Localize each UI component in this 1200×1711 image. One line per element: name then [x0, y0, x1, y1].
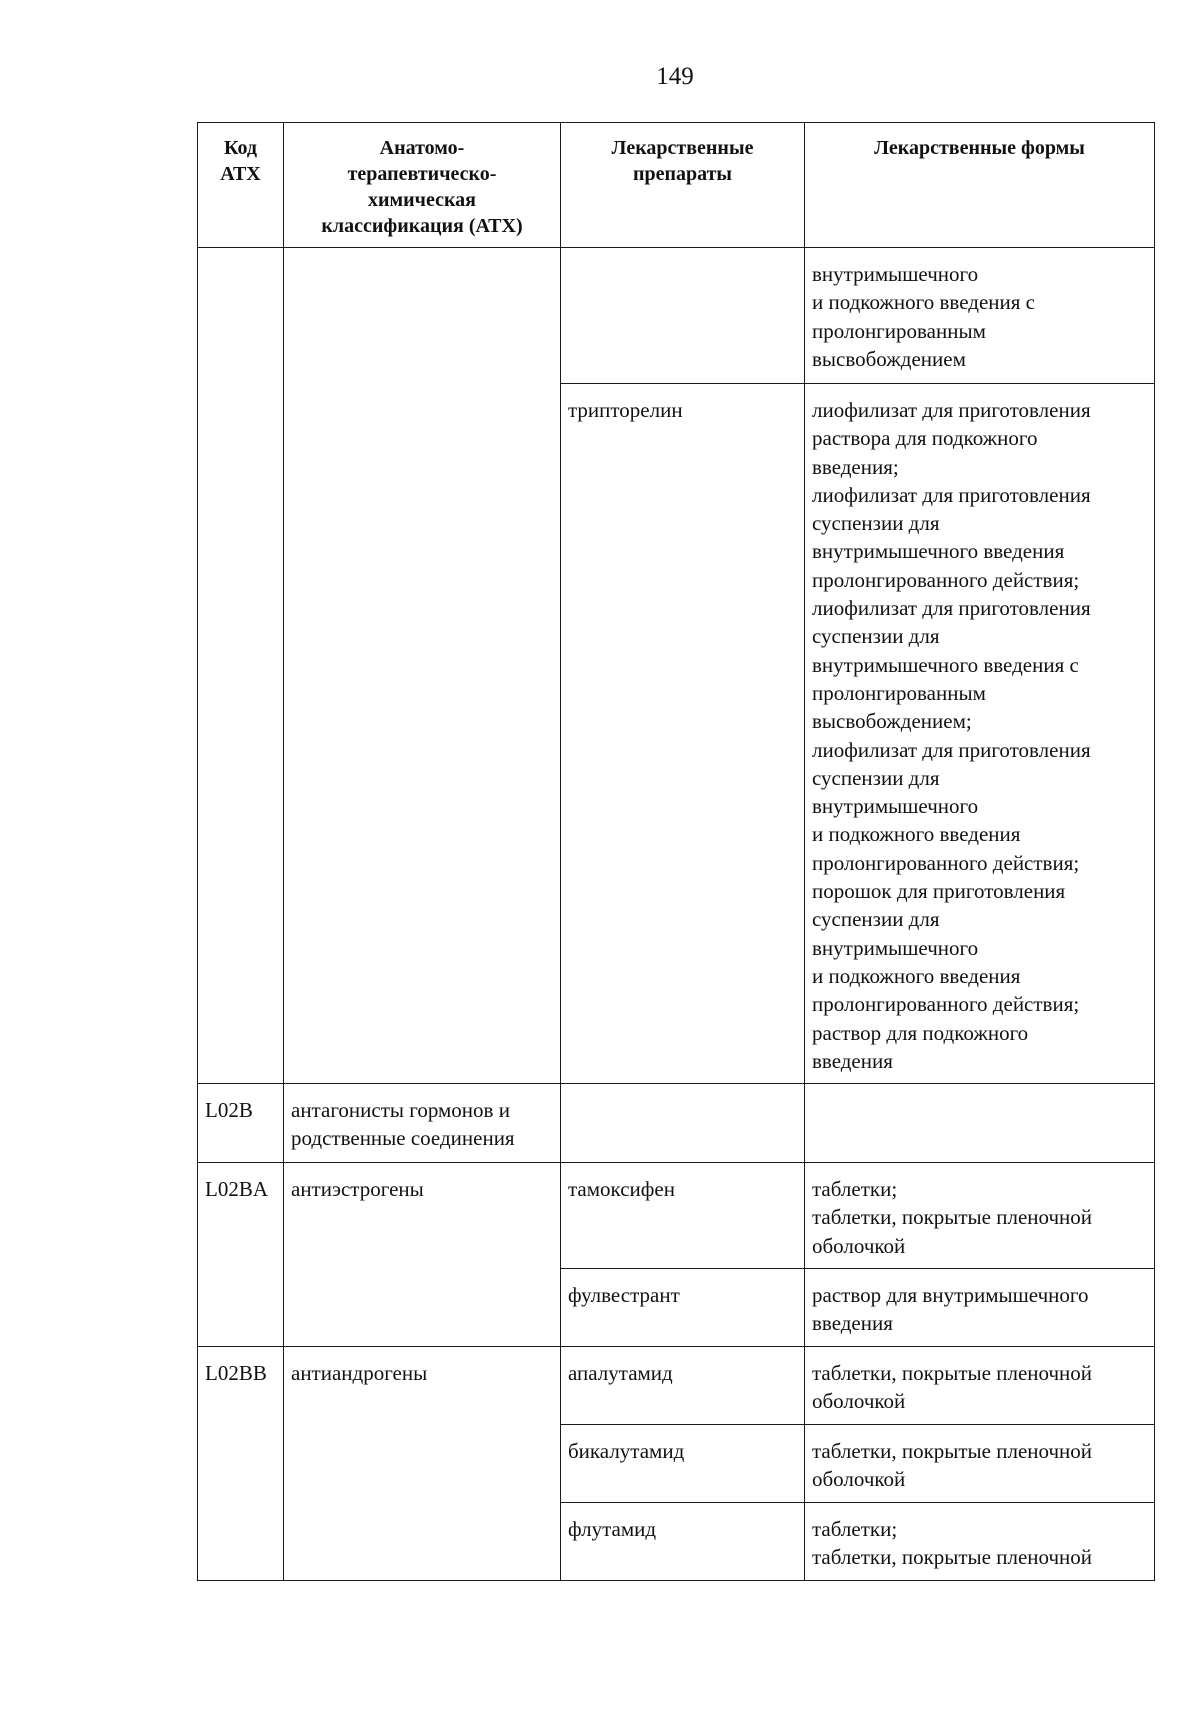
atx-class-cell: антиэстрогены	[284, 1163, 561, 1347]
dosage-form-cell: таблетки, покрытые пленочной оболочкой	[805, 1424, 1155, 1502]
table-row	[198, 1347, 1155, 1425]
table-row	[198, 1084, 1155, 1163]
atx-code-cell	[198, 248, 284, 1084]
drug-cell: трипторелин	[561, 384, 805, 1084]
atx-code-cell: L02BA	[198, 1163, 284, 1347]
drug-cell: фулвестрант	[561, 1269, 805, 1347]
atx-class-cell: антиандрогены	[284, 1347, 561, 1581]
atx-class-cell	[284, 248, 561, 1084]
dosage-form-cell: внутримышечного и подкожного введения с пролонгированным высвобождением	[805, 248, 1155, 384]
table-row	[198, 248, 1155, 384]
atx-drug-table	[197, 122, 1155, 1581]
drug-cell	[561, 1084, 805, 1163]
header-atx-code: Код АТХ	[198, 123, 284, 248]
drug-cell: бикалутамид	[561, 1424, 805, 1502]
table-row	[198, 1163, 1155, 1269]
drug-cell: тамоксифен	[561, 1163, 805, 1269]
table-header-row	[198, 123, 1155, 248]
dosage-form-cell: таблетки; таблетки, покрытые пленочной оболочкой	[805, 1163, 1155, 1269]
dosage-form-cell: раствор для внутримышечного введения	[805, 1269, 1155, 1347]
atx-code-cell: L02B	[198, 1084, 284, 1163]
dosage-form-cell	[805, 1084, 1155, 1163]
dosage-form-cell: таблетки; таблетки, покрытые пленочной	[805, 1502, 1155, 1580]
header-atx-classification: Анатомо- терапевтическо- химическая классификация (АТХ)	[284, 123, 561, 248]
atx-class-cell: антагонисты гормонов и родственные соединения	[284, 1084, 561, 1163]
dosage-form-cell: лиофилизат для приготовления раствора для подкожного введения; лиофилизат для приготовления суспензии для внутримышечного введения пролонгированного действия; лиофилизат для приготовления суспензии для внутримышечного введения с пролонгированным высвобождением; лиофилизат для приготовления суспензии для внутримышечного и подкожного введения пролонгированного действия; порошок для приготовления суспензии для внутримышечного и подкожного введения пролонгированного действия; раствор для подкожного введения	[805, 384, 1155, 1084]
header-drugs: Лекарственные препараты	[561, 123, 805, 248]
atx-code-cell: L02BB	[198, 1347, 284, 1581]
header-dosage-forms: Лекарственные формы	[805, 123, 1155, 248]
drug-cell	[561, 248, 805, 384]
page-number: 149	[656, 63, 694, 90]
drug-cell: флутамид	[561, 1502, 805, 1580]
dosage-form-cell: таблетки, покрытые пленочной оболочкой	[805, 1347, 1155, 1425]
drug-cell: апалутамид	[561, 1347, 805, 1425]
